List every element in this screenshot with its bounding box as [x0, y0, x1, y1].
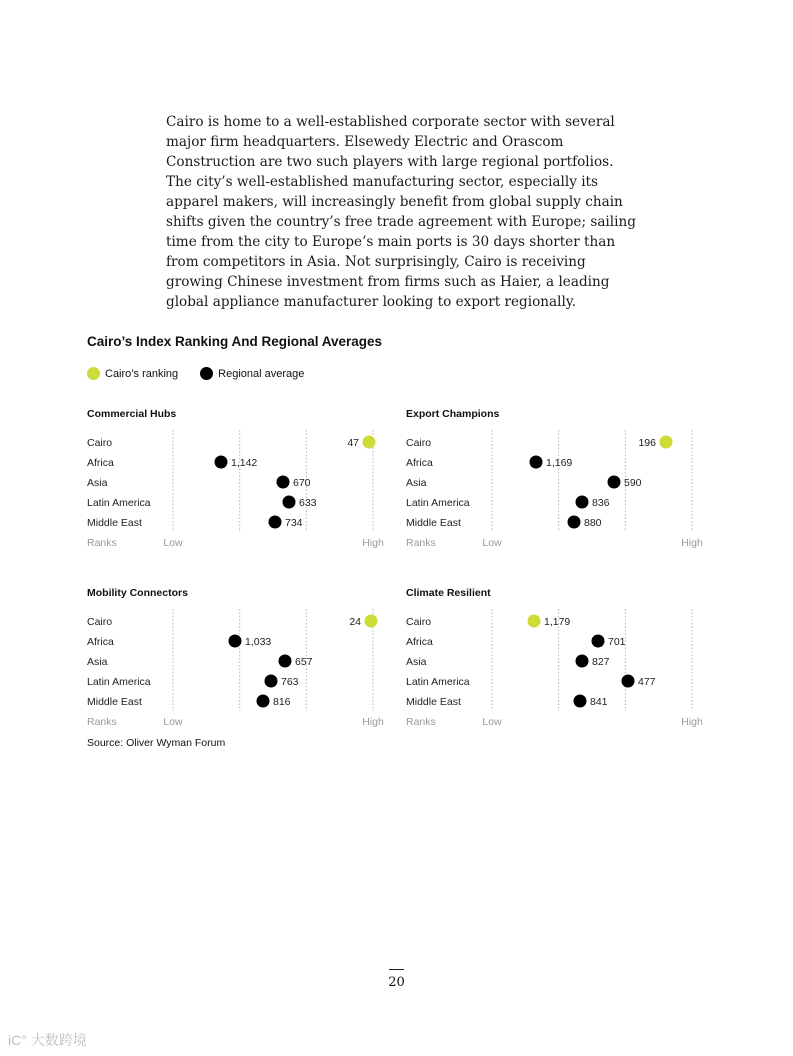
row-label: Middle East — [87, 517, 142, 529]
panel-mobility-connectors — [87, 587, 387, 737]
row-label: Asia — [406, 477, 427, 489]
row-label: Middle East — [87, 696, 142, 708]
regional-average-dot — [608, 476, 621, 489]
panel-plot — [87, 408, 387, 553]
regional-average-dot — [269, 516, 282, 529]
chart-title: Cairo’s Index Ranking And Regional Averages — [87, 334, 383, 349]
value-label: 1,142 — [231, 457, 258, 469]
axis-ranks-label: Ranks — [87, 537, 117, 549]
axis-high-label: High — [681, 537, 703, 549]
panel-title: Commercial Hubs — [87, 408, 177, 420]
regional-average-dot — [229, 635, 242, 648]
axis-high-label: High — [681, 716, 703, 728]
page-number: 20 — [388, 975, 405, 990]
body-paragraph: Cairo is home to a well-established corporate sector with several major firm headquarters. Elsewedy Electric and Orascom Construction are two such players with large regional portfolios. The city’s well-established manufacturing sector, especially its apparel makers, will increasingly benefit from global supply chain shifts given the country’s free trade agreement with Europe; sailing time from the city to Europe’s main ports is 30 days shorter than from competitors in Asia. Not surprisingly, Cairo is receiving growing Chinese investment from firms such as Haier, a leading global appliance manufacturer looking to export regionally. — [166, 114, 636, 310]
value-label: 477 — [638, 676, 656, 688]
regional-average-dot — [592, 635, 605, 648]
chart-source: Source: Oliver Wyman Forum — [87, 737, 226, 749]
row-label: Latin America — [87, 676, 151, 688]
row-label: Latin America — [406, 676, 470, 688]
axis-low-label: Low — [482, 537, 502, 549]
panel-title: Export Champions — [406, 408, 500, 420]
row-label: Asia — [87, 477, 108, 489]
row-label: Cairo — [87, 437, 113, 449]
legend-item-regional — [200, 367, 304, 380]
axis-low-label: Low — [163, 716, 183, 728]
watermark: iC° 大数跨境 — [8, 1032, 87, 1048]
regional-average-dot — [265, 675, 278, 688]
value-label: 633 — [299, 497, 317, 509]
cairo-rank-dot — [528, 615, 541, 628]
row-label: Middle East — [406, 696, 461, 708]
value-label: 701 — [608, 636, 626, 648]
chart-legend — [87, 367, 326, 380]
regional-average-dot — [283, 496, 296, 509]
row-label: Asia — [406, 656, 427, 668]
value-label: 841 — [590, 696, 608, 708]
panel-climate-resilient — [406, 587, 706, 737]
row-label: Cairo — [87, 616, 113, 628]
axis-low-label: Low — [482, 716, 502, 728]
panel-commercial-hubs — [87, 408, 387, 558]
value-label: 657 — [295, 656, 313, 668]
value-label: 763 — [281, 676, 299, 688]
row-label: Africa — [406, 457, 433, 469]
axis-high-label: High — [362, 537, 384, 549]
regional-average-dot — [257, 695, 270, 708]
row-label: Africa — [406, 636, 433, 648]
row-label: Latin America — [406, 497, 470, 509]
regional-average-dot — [530, 456, 543, 469]
value-label: 670 — [293, 477, 311, 489]
panel-plot — [406, 408, 706, 553]
value-label: 1,033 — [245, 636, 272, 648]
value-label: 1,169 — [546, 457, 573, 469]
regional-average-dot — [574, 695, 587, 708]
regional-average-dot — [576, 496, 589, 509]
legend-dot-regional — [200, 367, 213, 380]
row-label: Latin America — [87, 497, 151, 509]
value-label: 196 — [638, 437, 656, 449]
row-label: Cairo — [406, 437, 432, 449]
row-label: Cairo — [406, 616, 432, 628]
value-label: 827 — [592, 656, 610, 668]
value-label: 24 — [349, 616, 361, 628]
axis-ranks-label: Ranks — [87, 716, 117, 728]
regional-average-dot — [576, 655, 589, 668]
legend-label-regional: Regional average — [218, 367, 305, 380]
cairo-rank-dot — [363, 436, 376, 449]
legend-label-cairo: Cairo’s ranking — [105, 367, 179, 380]
legend-dot-cairo — [87, 367, 100, 380]
axis-ranks-label: Ranks — [406, 537, 436, 549]
value-label: 734 — [285, 517, 303, 529]
row-label: Middle East — [406, 517, 461, 529]
panel-export-champions — [406, 408, 706, 558]
panel-plot — [406, 587, 706, 732]
axis-ranks-label: Ranks — [406, 716, 436, 728]
regional-average-dot — [277, 476, 290, 489]
regional-average-dot — [279, 655, 292, 668]
regional-average-dot — [568, 516, 581, 529]
regional-average-dot — [215, 456, 228, 469]
panel-title: Mobility Connectors — [87, 587, 188, 599]
row-label: Africa — [87, 457, 114, 469]
cairo-rank-dot — [365, 615, 378, 628]
cairo-rank-dot — [660, 436, 673, 449]
value-label: 880 — [584, 517, 602, 529]
value-label: 47 — [347, 437, 359, 449]
value-label: 590 — [624, 477, 642, 489]
axis-high-label: High — [362, 716, 384, 728]
axis-low-label: Low — [163, 537, 183, 549]
page-number-rule — [389, 969, 404, 970]
value-label: 1,179 — [544, 616, 571, 628]
row-label: Asia — [87, 656, 108, 668]
value-label: 836 — [592, 497, 610, 509]
row-label: Africa — [87, 636, 114, 648]
panel-title: Climate Resilient — [406, 587, 491, 599]
value-label: 816 — [273, 696, 291, 708]
panel-plot — [87, 587, 387, 732]
regional-average-dot — [622, 675, 635, 688]
legend-item-cairo — [87, 367, 178, 380]
